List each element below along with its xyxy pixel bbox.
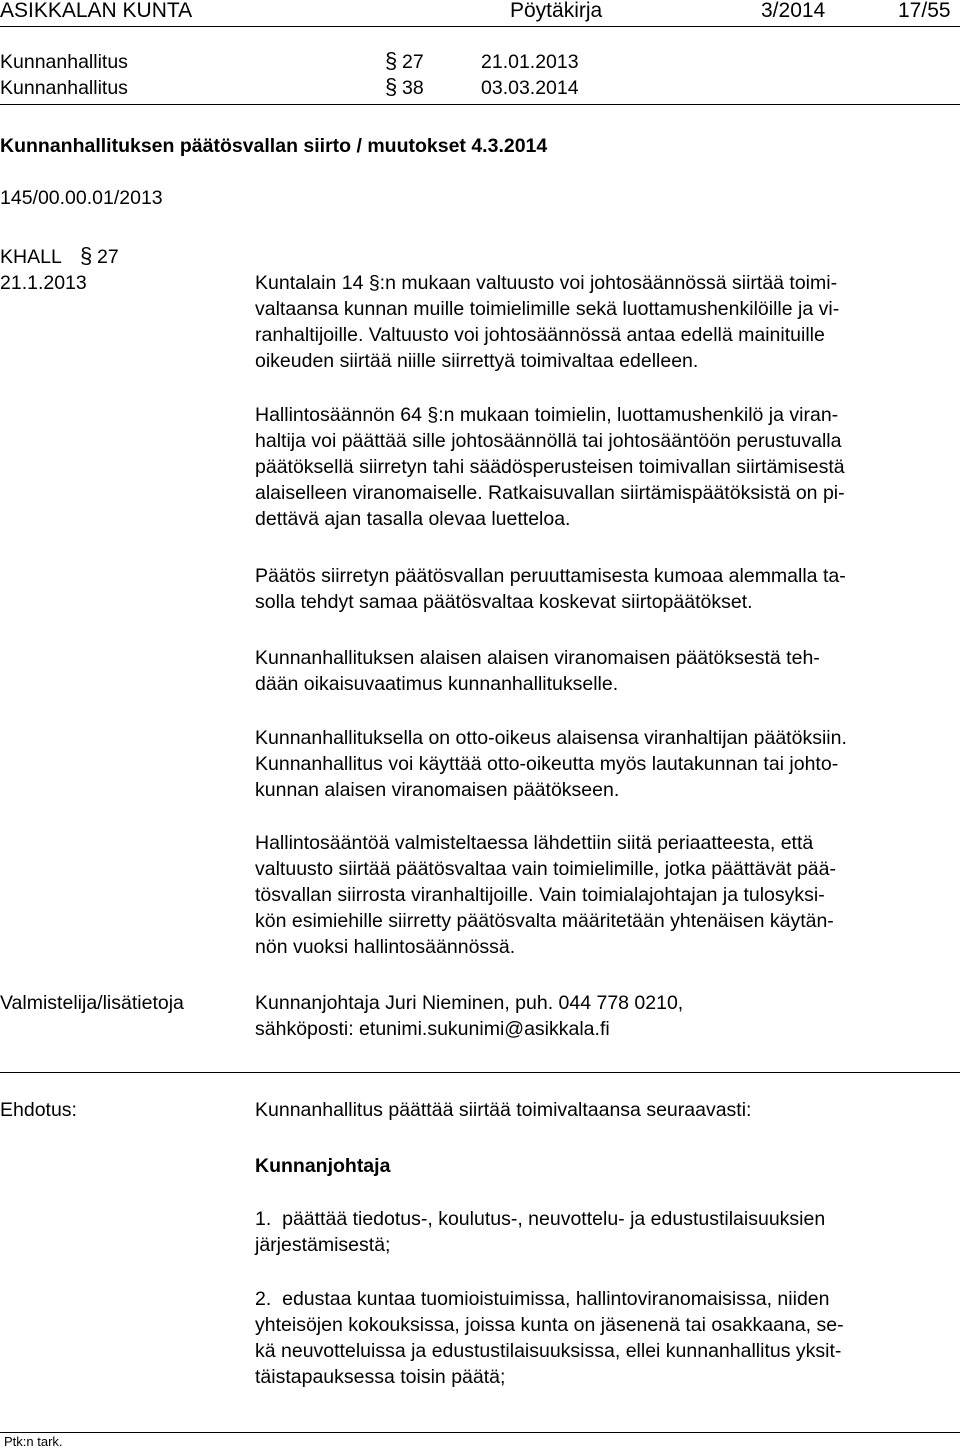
list-item-number: 2. (255, 1288, 272, 1310)
document-number: 3/2014 (761, 0, 826, 22)
history-body: Kunnanhallitus (0, 77, 128, 99)
signature-label: Ptk:n tark. (4, 1434, 63, 1449)
preparer-label: Valmistelija/lisätietoja (0, 992, 184, 1014)
header-divider (0, 26, 960, 27)
history-date: 03.03.2014 (481, 77, 579, 99)
prior-number: 27 (97, 246, 119, 268)
paragraph-3: Päätös siirretyn päätösvallan peruuttamisesta kumoaa alemmalla ta- solla tehdyt samaa päätösvaltaa koskevat siirtopäätökset. (255, 565, 846, 613)
proposal-label: Ehdotus: (0, 1099, 77, 1121)
section-sign-icon: § (385, 74, 398, 99)
proposal-subheading: Kunnanjohtaja (255, 1155, 391, 1177)
page-number: 17/55 (898, 0, 951, 22)
paragraph-6: Hallintosääntöä valmisteltaessa lähdettiin siitä periaatteesta, että valtuusto siirtää päätösvaltaa vain toimielimille, jotka päättävät pää- tösvallan siirrosta viranhaltijoille. Vain toimialajohtajan ja tulosyksi- kön esimiehille siirretty päätösvalta määritetään yhtenäisen käytän- nön vuoksi hallintosäännössä. (255, 832, 836, 958)
preparer-email: sähköposti: etunimi.sukunimi@asikkala.fi (255, 1018, 610, 1040)
history-divider (0, 104, 960, 105)
document-type: Pöytäkirja (510, 0, 603, 22)
history-number: 27 (402, 51, 424, 73)
paragraph-5: Kunnanhallituksella on otto-oikeus alaisensa viranhaltijan päätöksiin. Kunnanhallitus voi käyttää otto-oikeutta myös lautakunnan tai johto- kunnan alaisen viranomaisen päätökseen. (255, 727, 847, 801)
item-title: Kunnanhallituksen päätösvallan siirto / muutokset 4.3.2014 (0, 135, 548, 157)
preparer-info (255, 990, 955, 1042)
history-body: Kunnanhallitus (0, 51, 128, 73)
footer-divider (0, 1432, 960, 1433)
paragraph-2: Hallintosäännön 64 §:n mukaan toimielin, luottamushenkilö ja viran- haltija voi päättää sille johtosäännöllä tai johtosääntöön perustuvalla päätöksellä siirretyn tahi säädösperusteisen toimivallan siirtämisestä alaiselleen viranomaiselle. Ratkaisuvallan siirtämispäätöksistä on pi- dettävä ajan tasalla olevaa luetteloa. (255, 404, 845, 530)
paragraph-1: Kuntalain 14 §:n mukaan valtuusto voi johtosäännössä siirtää toimi- valtaansa kunnan muille toimielimille sekä luottamushenkilöille ja vi- ranhaltijoille. Valtuusto voi johtosäännössä antaa edellä mainituille oikeuden siirtää niille siirrettyä toimivaltaa edelleen. (255, 272, 840, 372)
list-item: 2. edustaa kuntaa tuomioistuimissa, hallintoviranomaisissa, niiden yhteisöjen kokouksissa, joissa kunta on jäsenenä tai osakkaana, se- kä neuvotteluissa ja edustustilaisuuksissa, ellei kunnanhallitus yksit- täistapauksessa toisin päätä; (255, 1288, 844, 1388)
prior-date: 21.1.2013 (0, 272, 87, 294)
list-item-number: 1. (255, 1208, 272, 1230)
preparer-contact: Kunnanjohtaja Juri Nieminen, puh. 044 778 0210, (255, 992, 684, 1014)
file-number: 145/00.00.01/2013 (0, 187, 163, 209)
proposal-divider (0, 1072, 960, 1073)
municipality-name: ASIKKALAN KUNTA (0, 0, 193, 22)
history-number: 38 (402, 77, 424, 99)
history-date: 21.01.2013 (481, 51, 579, 73)
prior-body: KHALL (0, 246, 62, 268)
section-sign-icon: § (80, 243, 93, 268)
list-item: 1. päättää tiedotus-, koulutus-, neuvottelu- ja edustustilaisuuksien järjestämisestä; (255, 1208, 826, 1256)
paragraph-4: Kunnanhallituksen alaisen alaisen viranomaisen päätöksestä teh- dään oikaisuvaatimus kunnanhallitukselle. (255, 647, 820, 695)
section-sign-icon: § (385, 48, 398, 73)
proposal-intro: Kunnanhallitus päättää siirtää toimivaltaansa seuraavasti: (255, 1099, 752, 1121)
